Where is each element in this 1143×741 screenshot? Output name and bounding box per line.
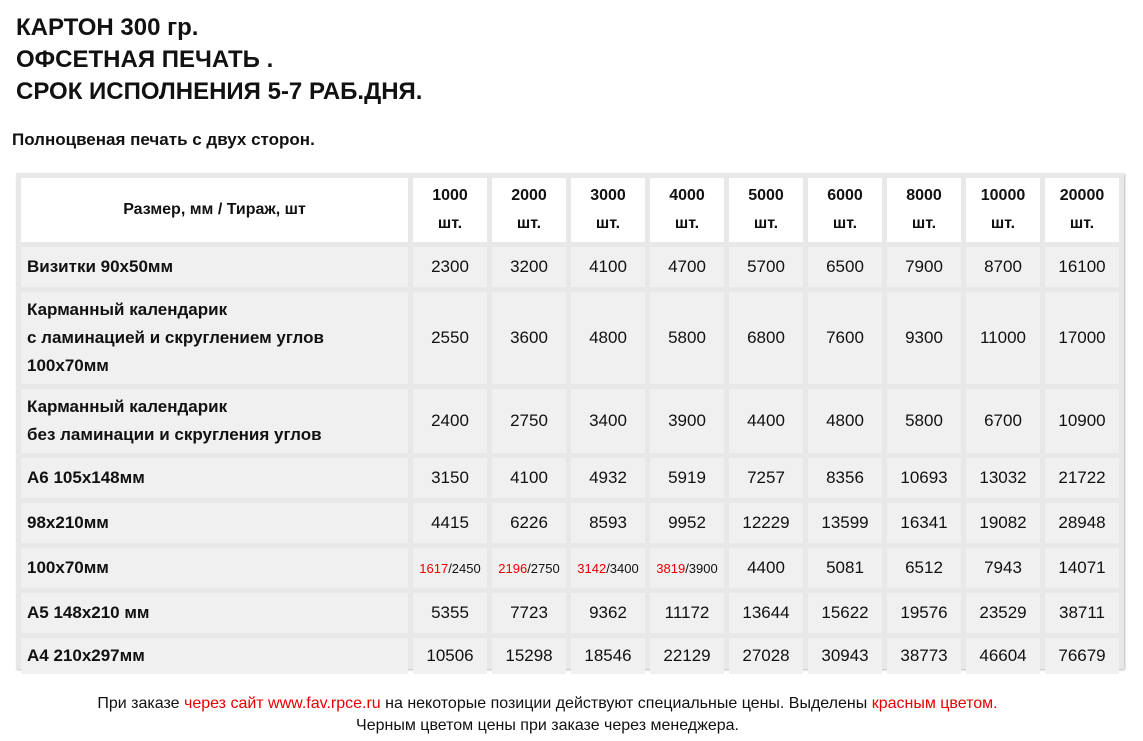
price-cell — [966, 292, 1040, 384]
quantity-unit: шт. — [595, 215, 621, 232]
price-black: /3900 — [685, 561, 718, 576]
price-value: 2400 — [431, 411, 469, 430]
price-value: 4400 — [747, 411, 785, 430]
price-value: 17000 — [1058, 328, 1106, 347]
price-cell — [887, 503, 961, 543]
price-cell — [966, 503, 1040, 543]
price-cell — [650, 548, 724, 588]
row-label — [21, 503, 408, 543]
price-cell — [571, 292, 645, 384]
price-value: 16100 — [1058, 257, 1106, 276]
price-value: 21722 — [1058, 468, 1106, 487]
price-value: 8593 — [589, 513, 627, 532]
price-value: 2750 — [510, 411, 548, 430]
page-title — [16, 12, 422, 108]
price-value: 27028 — [742, 646, 790, 665]
price-value: 5700 — [747, 257, 785, 276]
price-cell — [887, 458, 961, 498]
row-label-line: A5 148х210 мм — [27, 603, 150, 622]
price-value: 6700 — [984, 411, 1022, 430]
price-cell — [808, 503, 882, 543]
table-row — [21, 503, 1119, 543]
price-cell — [1045, 548, 1119, 588]
row-label — [21, 458, 408, 498]
price-cell — [571, 593, 645, 633]
price-value: 3600 — [510, 328, 548, 347]
price-cell — [1045, 593, 1119, 633]
price-cell — [413, 503, 487, 543]
price-cell — [492, 593, 566, 633]
price-cell — [650, 292, 724, 384]
price-value: 7600 — [826, 328, 864, 347]
quantity-unit: шт. — [753, 215, 779, 232]
quantity-value: 3000 — [590, 187, 626, 204]
quantity-value: 5000 — [748, 187, 784, 204]
price-cell — [413, 292, 487, 384]
price-cell — [492, 638, 566, 674]
price-value: 11000 — [979, 328, 1026, 347]
price-cell — [571, 458, 645, 498]
price-cell — [887, 593, 961, 633]
price-cell — [966, 247, 1040, 287]
price-value: 7900 — [905, 257, 943, 276]
subtitle: Полноцвеная печать с двух сторон. — [12, 130, 315, 149]
price-cell — [729, 458, 803, 498]
price-value: 4800 — [826, 411, 864, 430]
price-value: 4932 — [589, 468, 627, 487]
price-cell — [650, 503, 724, 543]
price-cell — [729, 593, 803, 633]
quantity-header-20000 — [1045, 178, 1119, 242]
price-cell — [571, 389, 645, 453]
table-row — [21, 458, 1119, 498]
price-value: 14071 — [1058, 558, 1106, 577]
quantity-value: 6000 — [827, 187, 863, 204]
row-label-line: Карманный календарик — [27, 397, 228, 416]
quantity-header-5000 — [729, 178, 803, 242]
quantity-unit: шт. — [674, 215, 700, 232]
header-label-cell — [21, 178, 408, 242]
price-value: 9300 — [905, 328, 943, 347]
price-cell — [966, 458, 1040, 498]
quantity-header-3000 — [571, 178, 645, 242]
price-value: 8700 — [984, 257, 1022, 276]
price-cell — [650, 458, 724, 498]
price-value: 10693 — [900, 468, 948, 487]
price-cell — [966, 548, 1040, 588]
price-value: 4800 — [589, 328, 627, 347]
price-cell — [1045, 458, 1119, 498]
row-label — [21, 593, 408, 633]
price-cell — [729, 292, 803, 384]
price-cell — [492, 503, 566, 543]
price-cell — [492, 292, 566, 384]
quantity-value: 2000 — [511, 187, 547, 204]
price-black: /2750 — [527, 561, 560, 576]
price-cell — [887, 247, 961, 287]
price-value: 15622 — [821, 603, 869, 622]
price-cell — [729, 548, 803, 588]
price-cell — [729, 247, 803, 287]
price-cell — [413, 458, 487, 498]
price-cell — [966, 638, 1040, 674]
quantity-value: 4000 — [669, 187, 705, 204]
price-cell — [887, 548, 961, 588]
price-value: 3150 — [431, 468, 469, 487]
row-label — [21, 247, 408, 287]
quantity-header-2000 — [492, 178, 566, 242]
quantity-unit: шт. — [516, 215, 542, 232]
price-value: 6512 — [905, 558, 943, 577]
price-cell — [808, 638, 882, 674]
price-cell — [413, 247, 487, 287]
price-cell — [729, 503, 803, 543]
price-cell — [887, 292, 961, 384]
quantity-value: 8000 — [906, 187, 942, 204]
row-label-line: 100х70мм — [27, 558, 109, 577]
title-line-2: ОФСЕТНАЯ ПЕЧАТЬ . — [16, 46, 274, 73]
price-value: 13644 — [742, 603, 790, 622]
price-cell — [1045, 503, 1119, 543]
table-row — [21, 638, 1119, 674]
price-cell — [729, 638, 803, 674]
price-value: 9362 — [589, 603, 627, 622]
price-value: 16341 — [900, 513, 948, 532]
price-cell — [1045, 247, 1119, 287]
price-cell — [492, 548, 566, 588]
price-cell — [650, 389, 724, 453]
price-cell — [492, 247, 566, 287]
price-value: 6226 — [510, 513, 548, 532]
footer-text-1: При заказе — [97, 695, 184, 712]
price-cell — [650, 638, 724, 674]
price-value: 6800 — [747, 328, 785, 347]
price-cell — [571, 548, 645, 588]
table-row — [21, 292, 1119, 384]
quantity-value: 20000 — [1059, 187, 1105, 204]
table-row — [21, 548, 1119, 588]
footer-site-link[interactable]: через сайт www.fav.rpce.ru — [183, 695, 381, 712]
footer-red-note: красным цветом. — [871, 695, 998, 712]
price-value: 12229 — [742, 513, 790, 532]
price-cell — [887, 638, 961, 674]
quantity-header-6000 — [808, 178, 882, 242]
price-cell — [729, 389, 803, 453]
price-cell — [492, 458, 566, 498]
price-value: 23529 — [979, 603, 1027, 622]
price-cell — [571, 503, 645, 543]
title-line-3: СРОК ИСПОЛНЕНИЯ 5-7 РАБ.ДНЯ. — [16, 78, 423, 105]
price-value: 10506 — [426, 646, 474, 665]
quantity-unit: шт. — [990, 215, 1016, 232]
price-cell — [413, 389, 487, 453]
price-value: 4700 — [668, 257, 706, 276]
price-value: 3400 — [589, 411, 627, 430]
row-label — [21, 638, 408, 674]
price-value: 19576 — [900, 603, 948, 622]
table-row — [21, 389, 1119, 453]
quantity-unit: шт. — [437, 215, 463, 232]
price-value: 4400 — [747, 558, 785, 577]
price-value: 5800 — [668, 328, 706, 347]
quantity-header-4000 — [650, 178, 724, 242]
price-cell — [571, 638, 645, 674]
row-label-line: Визитки 90х50мм — [27, 257, 174, 276]
price-value: 19082 — [979, 513, 1027, 532]
row-label-line: с ламинацией и скруглением углов — [27, 328, 324, 347]
price-value: 4415 — [431, 513, 469, 532]
quantity-header-1000 — [413, 178, 487, 242]
price-table — [16, 173, 1124, 679]
price-cell — [413, 548, 487, 588]
price-black: /3400 — [606, 561, 639, 576]
price-value: 13032 — [979, 468, 1027, 487]
price-value: 5081 — [826, 558, 864, 577]
footer-line-2: Черным цветом цены при заказе через менеджера. — [356, 717, 739, 734]
price-red: 2196 — [498, 561, 528, 576]
price-cell — [650, 247, 724, 287]
price-cell — [1045, 389, 1119, 453]
price-value: 5355 — [431, 603, 469, 622]
row-label — [21, 292, 408, 384]
quantity-unit: шт. — [1069, 215, 1095, 232]
row-label-line: 98х210мм — [27, 513, 109, 532]
price-cell — [1045, 292, 1119, 384]
price-red: 3819 — [656, 561, 686, 576]
price-cell — [887, 389, 961, 453]
price-cell — [808, 292, 882, 384]
footer-note — [0, 693, 1095, 737]
quantity-header-10000 — [966, 178, 1040, 242]
row-label — [21, 548, 408, 588]
table-row — [21, 593, 1119, 633]
price-cell — [808, 548, 882, 588]
row-label-line: A6 105х148мм — [27, 468, 145, 487]
price-black: /2450 — [448, 561, 481, 576]
price-value: 5919 — [668, 468, 706, 487]
price-value: 76679 — [1058, 646, 1106, 665]
row-label-line: 100х70мм — [27, 356, 109, 375]
title-line-1: КАРТОН 300 гр. — [16, 14, 199, 41]
table-header-row — [21, 178, 1119, 242]
quantity-value: 10000 — [980, 187, 1026, 204]
row-label-line: Карманный календарик — [27, 300, 228, 319]
price-cell — [808, 247, 882, 287]
row-label-line: A4 210х297мм — [27, 646, 145, 665]
price-value: 18546 — [584, 646, 632, 665]
price-value: 9952 — [668, 513, 706, 532]
price-value: 3200 — [510, 257, 548, 276]
price-value: 2550 — [431, 328, 469, 347]
quantity-unit: шт. — [911, 215, 937, 232]
price-cell — [650, 593, 724, 633]
row-label — [21, 389, 408, 453]
price-value: 11172 — [664, 603, 710, 622]
quantity-header-8000 — [887, 178, 961, 242]
row-label-line: без ламинации и скругления углов — [27, 425, 322, 444]
price-value: 5800 — [905, 411, 943, 430]
price-red: 3142 — [577, 561, 607, 576]
price-cell — [966, 389, 1040, 453]
price-cell — [413, 638, 487, 674]
price-red: 1617 — [419, 561, 449, 576]
price-cell — [413, 593, 487, 633]
table-row — [21, 247, 1119, 287]
price-cell — [966, 593, 1040, 633]
price-cell — [808, 593, 882, 633]
price-value: 3900 — [668, 411, 706, 430]
price-value: 28948 — [1058, 513, 1106, 532]
price-value: 4100 — [510, 468, 548, 487]
price-value: 15298 — [505, 646, 553, 665]
price-value: 30943 — [821, 646, 869, 665]
price-value: 8356 — [826, 468, 864, 487]
quantity-unit: шт. — [832, 215, 858, 232]
price-value: 38773 — [900, 646, 948, 665]
quantity-value: 1000 — [432, 187, 468, 204]
price-value: 7943 — [984, 558, 1022, 577]
price-value: 13599 — [821, 513, 869, 532]
price-value: 46604 — [979, 646, 1027, 665]
price-cell — [571, 247, 645, 287]
price-value: 2300 — [431, 257, 469, 276]
price-value: 6500 — [826, 257, 864, 276]
price-table-container — [16, 173, 1124, 669]
price-cell — [808, 458, 882, 498]
price-value: 22129 — [663, 646, 711, 665]
header-label: Размер, мм / Тираж, шт — [123, 201, 306, 218]
price-value: 38711 — [1058, 603, 1105, 622]
price-value: 10900 — [1058, 411, 1106, 430]
price-cell — [492, 389, 566, 453]
footer-text-2: на некоторые позиции действуют специальные цены. Выделены — [380, 695, 872, 712]
price-cell — [808, 389, 882, 453]
price-value: 4100 — [589, 257, 627, 276]
price-value: 7257 — [747, 468, 785, 487]
price-cell — [1045, 638, 1119, 674]
footer-line-1 — [0, 693, 1095, 715]
price-value: 7723 — [510, 603, 548, 622]
